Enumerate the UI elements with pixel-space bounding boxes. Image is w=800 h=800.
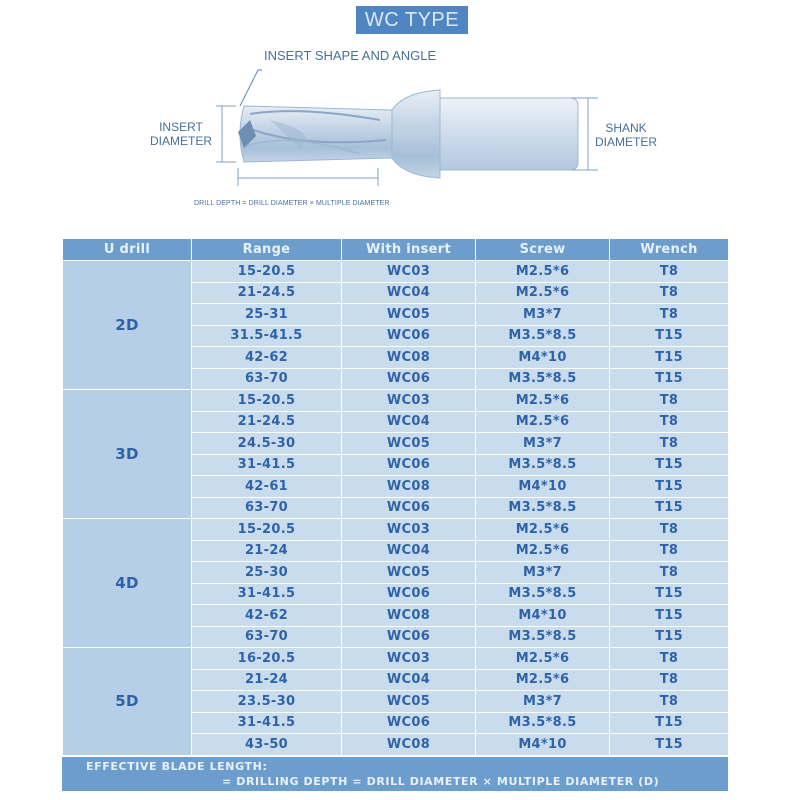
screw-cell: M3.5*8.5: [476, 454, 610, 476]
insert-cell: WC05: [342, 691, 476, 713]
shank-diameter-label: [590, 121, 662, 149]
insert-cell: WC05: [342, 433, 476, 455]
wrench-cell: T8: [610, 519, 729, 541]
screw-cell: M3*7: [476, 304, 610, 326]
screw-cell: M2.5*6: [476, 648, 610, 670]
shank-diameter-line2: DIAMETER: [594, 135, 657, 149]
screw-cell: M3.5*8.5: [476, 712, 610, 734]
header-with-insert: With insert: [342, 239, 476, 261]
screw-cell: M4*10: [476, 734, 610, 756]
range-cell: 42-62: [192, 605, 342, 627]
insert-cell: WC04: [342, 411, 476, 433]
range-cell: 21-24: [192, 669, 342, 691]
insert-cell: WC06: [342, 454, 476, 476]
insert-cell: WC04: [342, 282, 476, 304]
insert-cell: WC06: [342, 626, 476, 648]
insert-cell: WC04: [342, 669, 476, 691]
insert-cell: WC08: [342, 347, 476, 369]
wrench-cell: T8: [610, 433, 729, 455]
screw-cell: M3.5*8.5: [476, 497, 610, 519]
table-row: [63, 648, 729, 670]
range-cell: 63-70: [192, 626, 342, 648]
wrench-cell: T15: [610, 734, 729, 756]
insert-cell: WC08: [342, 605, 476, 627]
insert-cell: WC03: [342, 648, 476, 670]
range-cell: 21-24: [192, 540, 342, 562]
range-cell: 43-50: [192, 734, 342, 756]
screw-cell: M3.5*8.5: [476, 626, 610, 648]
screw-cell: M2.5*6: [476, 411, 610, 433]
table-header-row: [63, 239, 729, 261]
screw-cell: M2.5*6: [476, 261, 610, 283]
insert-cell: WC05: [342, 304, 476, 326]
header-screw: Screw: [476, 239, 610, 261]
group-label-4d: 4D: [63, 519, 192, 648]
insert-cell: WC03: [342, 261, 476, 283]
insert-cell: WC08: [342, 476, 476, 498]
insert-cell: WC03: [342, 390, 476, 412]
range-cell: 63-70: [192, 497, 342, 519]
screw-cell: M2.5*6: [476, 669, 610, 691]
range-cell: 42-62: [192, 347, 342, 369]
insert-cell: WC06: [342, 712, 476, 734]
range-cell: 31-41.5: [192, 454, 342, 476]
range-cell: 31-41.5: [192, 712, 342, 734]
drill-depth-formula: DRILL DEPTH = DRILL DIAMETER × MULTIPLE DIAMETER: [194, 200, 390, 207]
page-title: WC TYPE: [356, 6, 468, 34]
range-cell: 31.5-41.5: [192, 325, 342, 347]
spec-table: [62, 238, 729, 756]
insert-cell: WC06: [342, 368, 476, 390]
wrench-cell: T8: [610, 691, 729, 713]
screw-cell: M3*7: [476, 562, 610, 584]
screw-cell: M3*7: [476, 691, 610, 713]
insert-cell: WC06: [342, 325, 476, 347]
insert-cell: WC06: [342, 497, 476, 519]
wrench-cell: T8: [610, 282, 729, 304]
effective-blade-length-note: [62, 757, 728, 791]
wrench-cell: T15: [610, 368, 729, 390]
header-range: Range: [192, 239, 342, 261]
screw-cell: M4*10: [476, 476, 610, 498]
wrench-cell: T15: [610, 605, 729, 627]
wrench-cell: T15: [610, 626, 729, 648]
wrench-cell: T8: [610, 540, 729, 562]
wrench-cell: T8: [610, 411, 729, 433]
table-row: [63, 519, 729, 541]
insert-diameter-label: [148, 120, 214, 148]
wrench-cell: T15: [610, 497, 729, 519]
screw-cell: M2.5*6: [476, 390, 610, 412]
table-row: [63, 261, 729, 283]
insert-cell: WC06: [342, 583, 476, 605]
screw-cell: M4*10: [476, 605, 610, 627]
range-cell: 21-24.5: [192, 411, 342, 433]
insert-shape-label: INSERT SHAPE AND ANGLE: [264, 48, 437, 63]
screw-cell: M2.5*6: [476, 519, 610, 541]
insert-diameter-line1: INSERT: [159, 120, 203, 134]
group-label-5d: 5D: [63, 648, 192, 756]
screw-cell: M3*7: [476, 433, 610, 455]
screw-cell: M3.5*8.5: [476, 368, 610, 390]
range-cell: 23.5-30: [192, 691, 342, 713]
table-row: [63, 390, 729, 412]
wrench-cell: T15: [610, 325, 729, 347]
screw-cell: M2.5*6: [476, 282, 610, 304]
wrench-cell: T8: [610, 261, 729, 283]
wrench-cell: T8: [610, 669, 729, 691]
range-cell: 21-24.5: [192, 282, 342, 304]
header-u-drill: U drill: [63, 239, 192, 261]
header-wrench: Wrench: [610, 239, 729, 261]
wrench-cell: T8: [610, 304, 729, 326]
u-drill-illustration: [0, 36, 800, 226]
insert-cell: WC08: [342, 734, 476, 756]
wrench-cell: T8: [610, 648, 729, 670]
wrench-cell: T15: [610, 347, 729, 369]
group-label-3d: 3D: [63, 390, 192, 519]
range-cell: 25-31: [192, 304, 342, 326]
group-label-2d: 2D: [63, 261, 192, 390]
range-cell: 15-20.5: [192, 261, 342, 283]
range-cell: 15-20.5: [192, 519, 342, 541]
insert-cell: WC05: [342, 562, 476, 584]
range-cell: 24.5-30: [192, 433, 342, 455]
drill-diagram: [0, 36, 800, 226]
screw-cell: M3.5*8.5: [476, 583, 610, 605]
screw-cell: M3.5*8.5: [476, 325, 610, 347]
note-line-1: EFFECTIVE BLADE LENGTH:: [86, 760, 268, 773]
insert-cell: WC04: [342, 540, 476, 562]
wrench-cell: T15: [610, 583, 729, 605]
wrench-cell: T15: [610, 454, 729, 476]
range-cell: 31-41.5: [192, 583, 342, 605]
range-cell: 25-30: [192, 562, 342, 584]
range-cell: 16-20.5: [192, 648, 342, 670]
wrench-cell: T15: [610, 712, 729, 734]
range-cell: 63-70: [192, 368, 342, 390]
screw-cell: M2.5*6: [476, 540, 610, 562]
note-line-2: = DRILLING DEPTH = DRILL DIAMETER × MULTIPLE DIAMETER (D): [222, 775, 660, 788]
wrench-cell: T15: [610, 476, 729, 498]
insert-diameter-line2: DIAMETER: [149, 134, 212, 148]
range-cell: 15-20.5: [192, 390, 342, 412]
insert-cell: WC03: [342, 519, 476, 541]
wrench-cell: T8: [610, 562, 729, 584]
screw-cell: M4*10: [476, 347, 610, 369]
wrench-cell: T8: [610, 390, 729, 412]
range-cell: 42-61: [192, 476, 342, 498]
shank-diameter-line1: SHANK: [605, 121, 647, 135]
